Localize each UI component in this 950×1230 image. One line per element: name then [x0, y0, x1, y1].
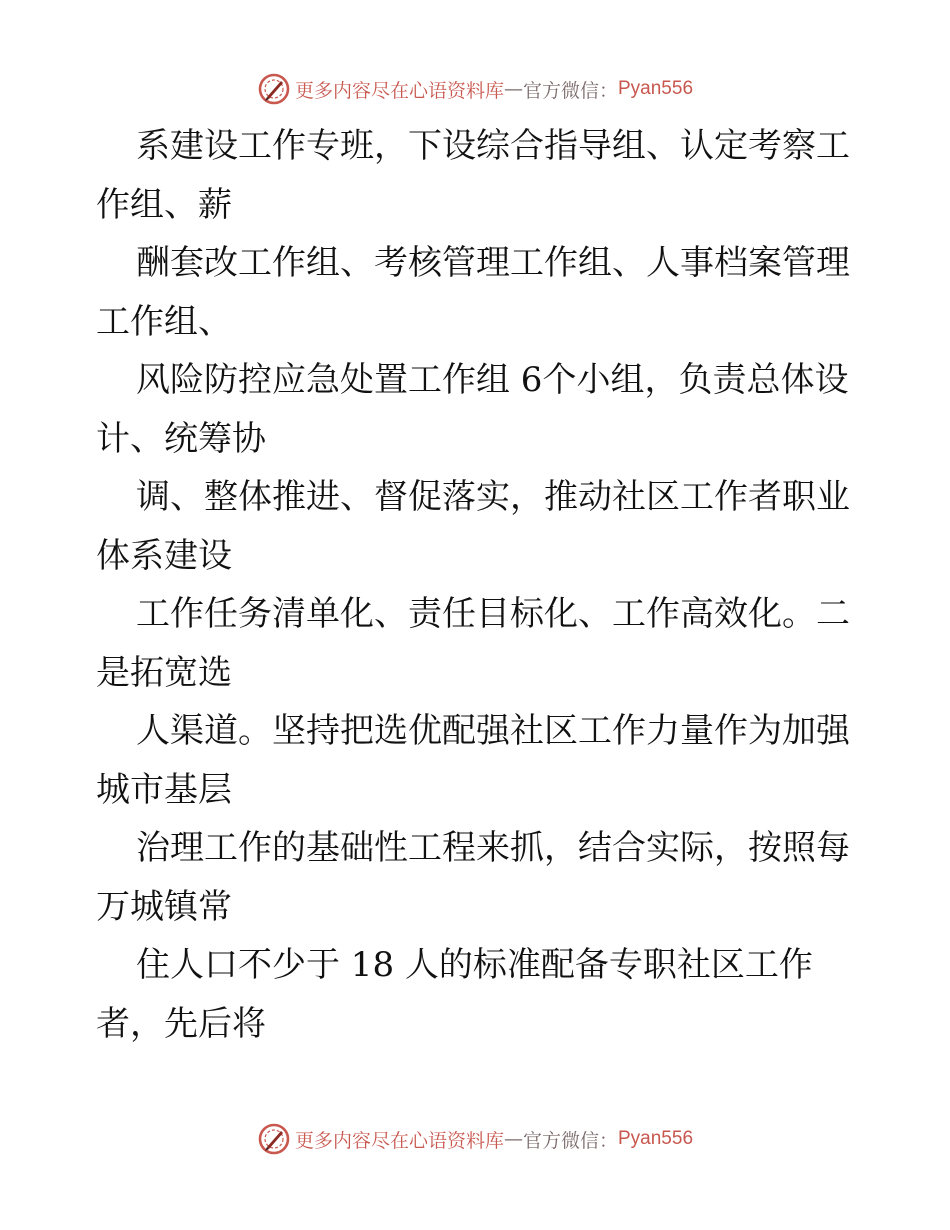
watermark-wechat-id: Pyan556: [618, 78, 694, 99]
watermark-wechat-label: 官方微信：: [522, 79, 618, 102]
document-body: [96, 117, 856, 1053]
footer-watermark: [0, 1122, 950, 1156]
watermark-wechat-label: 官方微信：: [522, 1129, 618, 1152]
watermark-wechat-id: Pyan556: [618, 1128, 694, 1149]
paragraph-6: 人渠道。坚持把选优配强社区工作力量作为加强城市基层: [96, 711, 850, 810]
watermark-dash: —: [503, 78, 523, 100]
paragraph-8: 住人口不少于 18 人的标准配备专职社区工作者，先后将: [96, 945, 813, 1044]
paragraph-7: 治理工作的基础性工程来抓，结合实际，按照每万城镇常: [96, 828, 850, 927]
header-watermark: [0, 72, 950, 106]
paragraph-5: 工作任务清单化、责任目标化、工作高效化。二是拓宽选: [96, 594, 850, 693]
pen-logo-icon: [257, 72, 291, 106]
paragraph-3: 风险防控应急处置工作组 6个小组，负责总体设计、统筹协: [96, 360, 849, 459]
watermark-site-text: 更多内容尽在心语资料库: [294, 1129, 504, 1152]
paragraph-1: 系建设工作专班，下设综合指导组、认定考察工作组、薪: [96, 126, 850, 225]
paragraph-2: 酬套改工作组、考核管理工作组、人事档案管理工作组、: [96, 243, 850, 342]
watermark-site-text: 更多内容尽在心语资料库: [294, 79, 504, 102]
paragraph-4: 调、整体推进、督促落实，推动社区工作者职业体系建设: [96, 477, 850, 576]
watermark-dash: —: [503, 1128, 523, 1150]
pen-logo-icon: [257, 1122, 291, 1156]
